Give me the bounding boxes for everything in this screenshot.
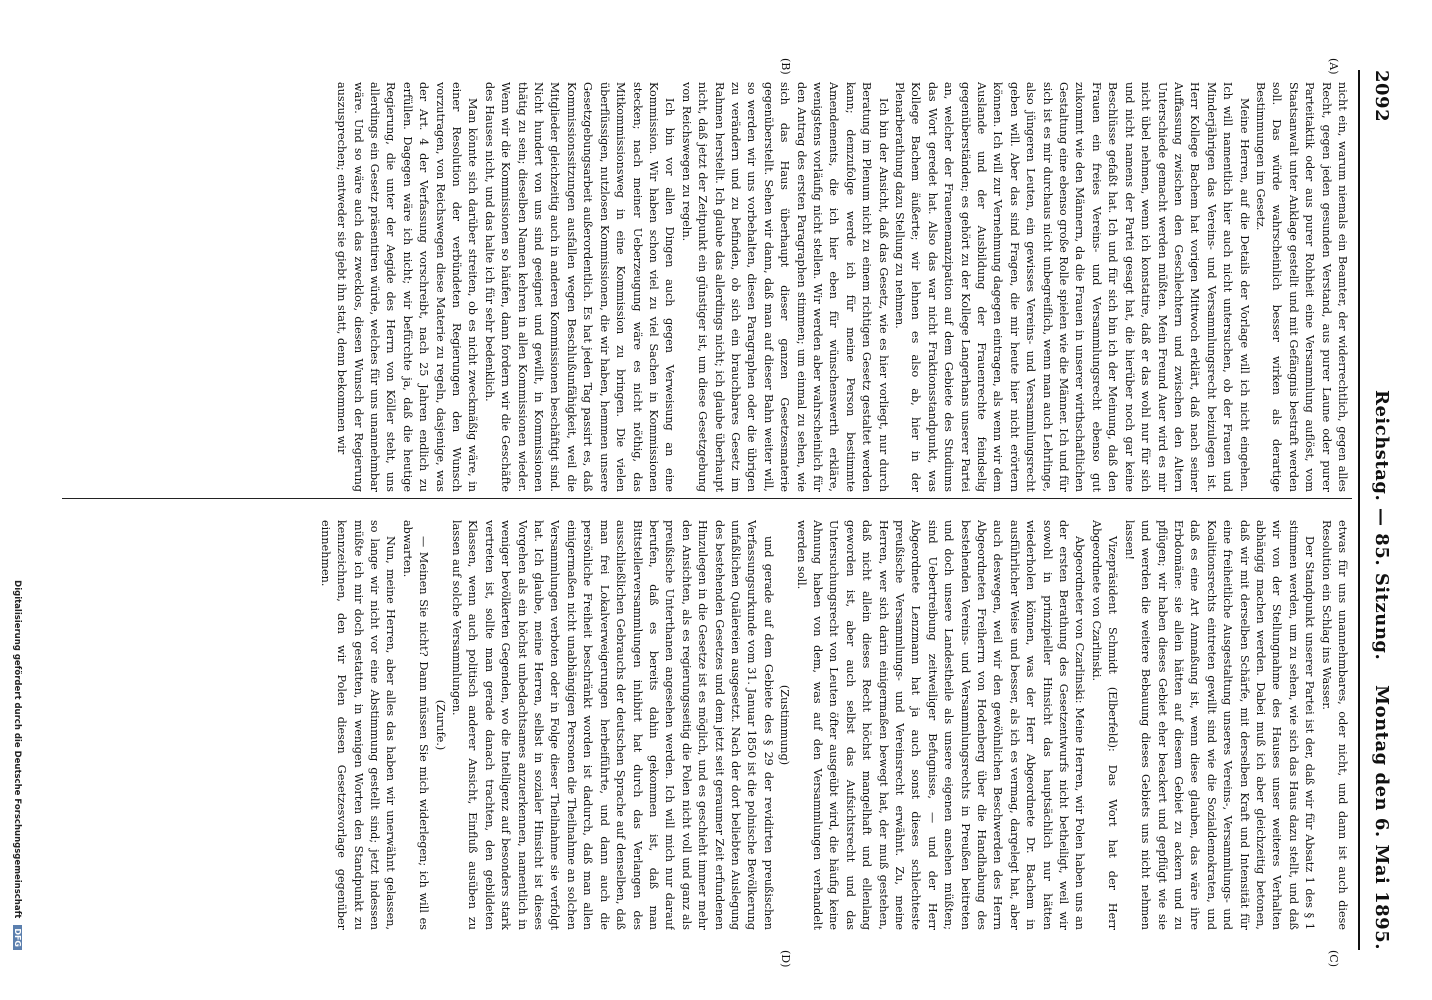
margin-marker-b: (B) [779,58,792,75]
page-number: 2092 [1371,70,1392,123]
margin-marker-a: (A) [1327,58,1340,75]
digitization-credit [12,70,22,950]
paragraph: Man könnte sich darüber streiten, ob es nicht zweckmäßig wäre, in einer Resolution der verbündeten Regierungen den Wunsch vorzutragen, von Reichswegen diese Materie zu regeln, dasjenige, was der Art. 4 der Verfassung vorschreibt, nach 25 Jahren endlich zu erfüllen. Dagegen wäre ich nicht; wir befürchte ja, daß die heutige Regierung, die unter der Aegide des Herrn von Köller steht, uns allerdings ein Gesetz präsentiren würde, welches für uns unannehmbar wäre. Und so wäre auch das zwecklos, diesen Wunsch der Regierung auszusprechen; entweder sie giebt ihn statt, denn bekommen wir [335,82,480,492]
left-column [60,82,1350,492]
margin-marker-d: (D) [779,950,792,968]
right-column [60,520,1350,930]
speaker-paragraph: Vizepräsident Schmidt (Elberfeld): Das Wort hat der Herr Abgeordnete von Czarlinski. [1089,520,1120,930]
column-divider [62,498,1352,499]
paragraph: Ich bin vor allen Dingen auch gegen Verweisung an eine Kommission. Wir haben schon viel zu viel Sachen in Kommissionen stecken; nach meiner Ueberzeugung wäre es nicht nöthig, das Mitkommissionsweg in eine Kommission zu bringen. Die vielen überflüssigen, nutzlosen Kommissionen, die wir haben, hemmen unsere Gesetzgebungsarbeit außerordentlich. Es hat jeden Tag passirt es, daß Kommissionssitzungen ausfallen wegen Beschlußunfähigkeit, weil die Mitglieder gleichzeitig auch in anderen Kommissionen beschäftigt sind. Nicht hundert von uns sind geeignet und gewillt, in Kommissionen thätig zu sein; dieselben Namen kehren in allen Kommissionen wieder. Wenn wir die Kommissionen so häufen, dann fordern wir die Geschäfte des Hauses nicht, und das halte ich für sehr bedenklich. [482,82,677,492]
paragraph: Der Standpunkt unserer Partei ist der, daß wir für Absatz 1 des § 1 stimmen werden, um zu sehen, wie sich das Haus dazu stellt, und daß wir von der Stellungnahme des Hauses unser weiteres Verhalten abhängig machen werden. Dabei muß ich aber gleichzeitig betonen, daß wir mit derselben Schärfe, mit derselben Kraft und Intensität für eine freiheitliche Ausgestaltung unseres Vereins-, Versammlungs- und Koalitionsrechts eintreten gewillt sind wie die Sozialdemokraten, und daß es eine Art Anmaßung ist, wenn diese glauben, das wäre ihre Erbdomäne: sie allein hätten auf diesem Gebiet zu ackern und zu pflügen; wir haben dieses Gebiet eher beackert und gepflügt wie sie und werden die weitere Bebauung dieses Gebiets uns nicht nehmen lassen! [1122,520,1317,930]
interjection: (Zurufe.) [433,699,447,751]
margin-marker-c: (C) [1327,950,1340,967]
speaker-paragraph: Abgeordneter von Czarlinski: Meine Herren, wir Polen haben uns an der ersten Berathung des Gesetzentwurfs nicht betheiligt, weil wir sowohl in prinzipieller Hinsicht das hauptsächlich nur hätten wiederholen können, was der Herr Abgeordnete Dr. Bachem in ausführlicher Weise und besser, als ich es vermag, dargelegt hat, aber auch deswegen, weil wir den gewöhnlichen Beschwerden des Herrn Abgeordneten Freiherrn von Hodenberg über die Handhabung des bestehenden Vereins- und Versammlungsrechts in Preußen beitreten und doch unsere Landestheile als unsere eigenen ansehen müßten; sind Uebertreibung zeitweiliger Befugnisse, — und der Herr Abgeordnete Lenzmann hat ja auch sonst dieses schlechteste preußische Versammlungs- und Vereinsrecht erwähnt. Zu, meine Herren, wer sich darin einigermaßen bewegt hat, der muß gestehen, daß nicht allein dieses Recht höchst mangelhaft und ellenlang geworden ist, aber auch selbst das Aufsichtsrecht und das Untersuchungsrecht von Leuten öfter ausgeübt wird, die häufig keine Ahnung haben von dem, was auf den Versammlungen verhandelt werden soll. [794,520,1087,930]
paragraph: Ich bin der Ansicht, daß das Gesetz, wie es hier vorliegt, nur durch Beratung im Plenum nicht zu einem richtigen Gesetz gestaltet werden kann; demzufolge werde ich für meine Person bestimmte Amendements, die ich hier eben für wünschenswerth erkläre, wenigstens vorläufig nicht stellen. Wir werden aber wahrscheinlich für den Antrag des ersten Paragraphen stimmen; um einmal zu sehen, wie sich das Haus überhaupt dieser ganzen Gesetzesmaterie gegenüberstellt. Sehen wir dann, daß man auf dieser Bahn weiter will, so werden wir uns vorbehalten, diesen Paragraphen oder die übrigen zu verändern und zu befinden, ob sich ein brauchbares Gesetz im Rahmen herstellt. Ich glaube das allerdings nicht; ich glaube überhaupt nicht, daß jetzt der Zeitpunkt ein günstiger ist, um diese Gesetzgebung von Reichswegen zu regeln. [679,82,890,492]
dfg-logo: DFG [13,925,22,950]
header-session-date: Montag den 6. Mai 1895. [1371,685,1392,950]
paragraph: und gerade auf dem Gebiete des § 29 der revidirten preußischen Verfassungsurkunde vom 31. Januar 1850 ist die polnische Bevölkerung unfaßlichen Quälereien ausgesetzt. Nach der dort beliebten Auslegung des bestehenden Gesetzes und dem jetzt seit geraumer Zeit erfundenen Hinzulegen in die Gesetze ist es möglich, und es geschieht immer mehr den Ansichten, als es regierungsseitig die Polen nicht voll und ganz als preußische Unterthanen angesehen werden. Ich will mich nur darauf berufen, daß es bereits dahin gekommen ist, daß man Bittstellerversammlungen inhibirt hat durch das Verlangen des ausschließlichen Gebrauchs der deutschen Sprache auf denselben, daß man frei Lokalverweigerungen herbeiführte, und dann auch die persönliche Freiheit beschränkt worden ist dadurch, daß man allen einigermaßen nicht unabhängigen Personen die Theilnahme an solchen Versammlungen verboten oder in Folge dieser Theilnahme sie verfolgt hat. Ich glaube, meine Herren, selbst in sozialer Hinsicht ist dieses Vorgehen als ein höchst unbedachtsames anzuerkennen, namentlich in weniger bevölkerten Gegenden, wo die Intelligenz auf besonders stark vertreten ist, sollte man gerade danach trachten, den gebildeten Klassen, wenn auch politisch anderer Ansicht, Einfluß ausüben zu lassen auf solche Versammlungen. [450,520,775,930]
credit-text: Digitalisierung gefördert durch die Deutsche Forschungsgemeinschaft [12,580,22,919]
paragraph: etwas für uns unannehmbares, oder nicht, und dann ist auch diese Resolution ein Schlag ins Wasser. [1319,520,1349,930]
paragraph: Meine Herren, auf die Details der Vorlage will ich nicht eingehen. Ich will namentlich hier auch nicht untersuchen, ob der Frauen und Minderjährigen das Vereins- und Versammlungsrecht beizulegen ist. Herr Kollege Bachem hat vorigen Mittwoch erklärt, daß nach seiner Auffassung zwischen den Geschlechtern und zwischen den Altern Unterschiede gemacht werden müßten. Mein Freund Auer wird es mir nicht übel nehmen, wenn ich konstatire, daß er das wohl nur für sich und nicht namens der Partei gesagt hat, die hierüber noch gar keine Beschlüsse gefaßt hat. Ich und für sich bin ich der Meinung, daß den Frauen ein freies Vereins- und Versammlungsrecht ebenso gut zukommt wie den Männern, da die Frauen in unserer wirthschaftlichen Gestaltung eine ebenso große Rolle spielen wie die Männer. Ich und für sich ist es mir durchaus nicht unbegreiflich, wenn man auch Lehrlinge, also jüngeren Leuten, ein gewisses Vereins- und Versammlungsrecht geben will. Aber das sind Fragen, die mir heute hier nicht erörtern können. Ich will zur Vernehmung dagegen eintragen, als wenn wir dem Auslande und der Ausbildung der Frauenrechte feindselig gegenüberständen; es gehört zu der Kollege Langerhans unserer Partei an, welcher der Frauenemanzipation auf dem Gebiete des Studiums das Wort geredet hat. Also das war nicht Fraktionsstandpunkt, was Kollege Bachem äußerte; wir lehnen es also ab, hier in der Plenarberathung dazu Stellung zu nehmen. [893,82,1251,492]
paragraph: — Meinen Sie nicht? Dann müssen Sie mich widerlegen; ich will es abwarten. [400,520,431,930]
paragraph: Nun, meine Herren, aber alles das haben wir unerwähnt gelassen, so lange wir nicht vor eine Abstimmung gestellt sind; jetzt indessen müßte ich mir doch gestatten, in wenigen Worten den Standpunkt zu kennzeichnen, den wir Polen diesen Gesetzesvorlage gegenüber einnehmen. [318,520,398,930]
paragraph: nicht ein, warum niemals ein Beamter, der widerrechtlich, gegen alles Recht, gegen jeden gesunden Verstand, aus purer Laune oder purer Parteitaktik oder aus purer Rohheit eine Versammlung auflöst, vom Staatsanwalt unter Anklage gestellt und mit Gefängnis bestraft werden soll. Das würde wahrscheinlich besser wirken als derartige Bestimmungen im Gesetz. [1253,82,1349,492]
header-title: Reichstag. — 85. Sitzung. [1371,390,1392,661]
interjection: (Zustimmung) [778,684,792,766]
running-header [1362,70,1392,950]
header-rule [1358,70,1360,950]
